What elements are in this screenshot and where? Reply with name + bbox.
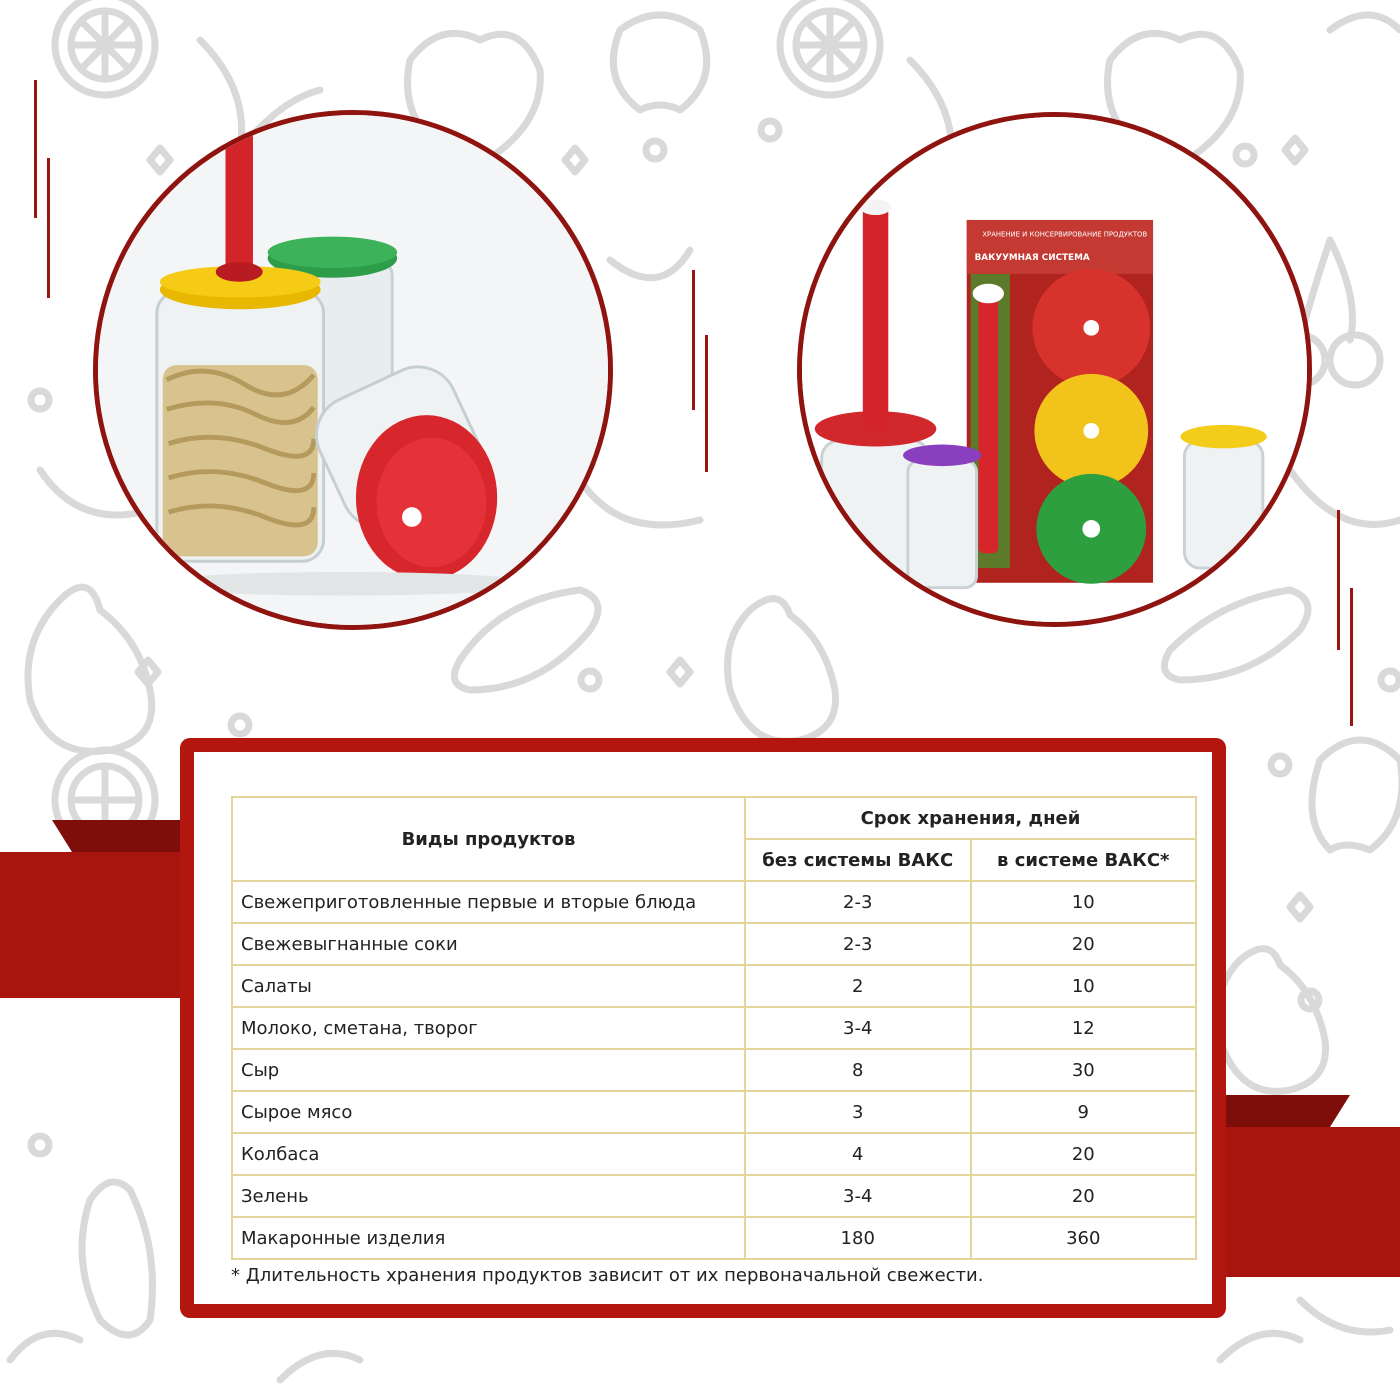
ribbon-fold-right xyxy=(1222,1095,1350,1127)
photo-vacuum-kit-package xyxy=(797,112,1312,627)
row-days-with: 20 xyxy=(971,1175,1196,1217)
header-without-vacuum: без системы ВАКС xyxy=(745,839,971,881)
table-row xyxy=(232,965,1196,1007)
row-days-without: 2-3 xyxy=(745,881,971,923)
row-product-name: Свежеприготовленные первые и вторые блюда xyxy=(232,881,745,923)
table-row xyxy=(232,1175,1196,1217)
package-subtitle: ХРАНЕНИЕ И КОНСЕРВИРОВАНИЕ ПРОДУКТОВ xyxy=(982,230,1148,239)
header-with-vacuum: в системе ВАКС* xyxy=(971,839,1196,881)
table-row xyxy=(232,1007,1196,1049)
row-days-without: 180 xyxy=(745,1217,971,1259)
table-row xyxy=(232,881,1196,923)
ribbon-fold-left xyxy=(52,820,182,852)
row-days-with: 10 xyxy=(971,881,1196,923)
row-days-without: 2-3 xyxy=(745,923,971,965)
row-product-name: Зелень xyxy=(232,1175,745,1217)
table-row xyxy=(232,1049,1196,1091)
table-row xyxy=(232,1133,1196,1175)
row-days-without: 3-4 xyxy=(745,1175,971,1217)
deco-line xyxy=(1350,588,1353,726)
table-footnote: * Длительность хранения продуктов зависит от их первоначальной свежести. xyxy=(231,1265,984,1286)
row-days-with: 20 xyxy=(971,923,1196,965)
deco-line xyxy=(692,270,695,410)
table-row xyxy=(232,923,1196,965)
ribbon-band-left xyxy=(0,852,185,998)
deco-line xyxy=(1337,510,1340,650)
deco-line xyxy=(705,335,708,472)
row-product-name: Сырое мясо xyxy=(232,1091,745,1133)
row-product-name: Макаронные изделия xyxy=(232,1217,745,1259)
storage-period-table xyxy=(231,796,1197,1260)
row-days-without: 3-4 xyxy=(745,1007,971,1049)
storage-table-panel xyxy=(194,752,1212,1304)
photo-jars-with-pump xyxy=(93,110,613,630)
row-days-with: 10 xyxy=(971,965,1196,1007)
header-product-types: Виды продуктов xyxy=(232,797,745,881)
deco-line xyxy=(34,80,37,218)
table-row xyxy=(232,1217,1196,1259)
row-product-name: Салаты xyxy=(232,965,745,1007)
row-product-name: Свежевыгнанные соки xyxy=(232,923,745,965)
row-days-without: 3 xyxy=(745,1091,971,1133)
row-days-with: 9 xyxy=(971,1091,1196,1133)
row-days-without: 8 xyxy=(745,1049,971,1091)
row-days-without: 4 xyxy=(745,1133,971,1175)
header-storage-period: Срок хранения, дней xyxy=(745,797,1196,839)
deco-line xyxy=(47,158,50,298)
row-days-with: 20 xyxy=(971,1133,1196,1175)
row-days-with: 30 xyxy=(971,1049,1196,1091)
table-row xyxy=(232,1091,1196,1133)
row-product-name: Молоко, сметана, творог xyxy=(232,1007,745,1049)
row-days-with: 360 xyxy=(971,1217,1196,1259)
ribbon-band-right xyxy=(1222,1127,1400,1277)
storage-table-card xyxy=(180,738,1226,1318)
row-product-name: Сыр xyxy=(232,1049,745,1091)
row-days-with: 12 xyxy=(971,1007,1196,1049)
row-days-without: 2 xyxy=(745,965,971,1007)
row-product-name: Колбаса xyxy=(232,1133,745,1175)
package-title: ВАКУУМНАЯ СИСТЕМА xyxy=(974,253,1090,264)
